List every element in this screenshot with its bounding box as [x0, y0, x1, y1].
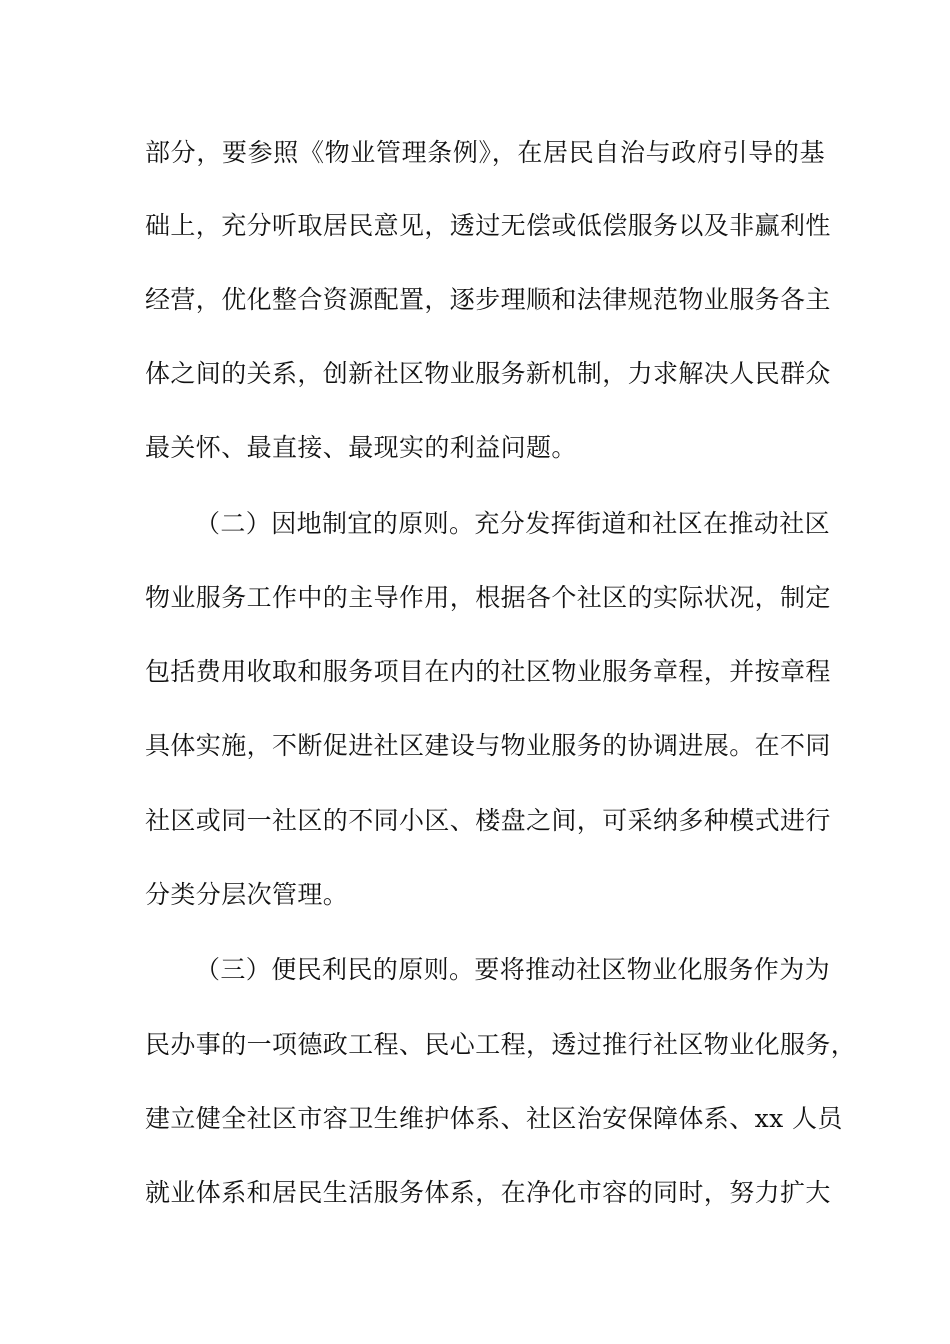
paragraph-line: 具体实施，不断促进社区建设与物业服务的协调进展。在不同 — [145, 731, 831, 760]
paragraph-line: （二）因地制宜的原则。充分发挥街道和社区在推动社区 — [195, 509, 831, 538]
paragraph-line: 社区或同一社区的不同小区、楼盘之间，可采纳多种模式进行 — [145, 806, 831, 835]
paragraph-line: 分类分层次管理。 — [145, 880, 349, 909]
paragraph-line: 础上，充分听取居民意见，透过无偿或低偿服务以及非赢利性 — [145, 211, 831, 240]
paragraph-line: （三）便民利民的原则。要将推动社区物业化服务作为为 — [195, 955, 831, 984]
paragraph-line: 经营，优化整合资源配置，逐步理顺和法律规范物业服务各主 — [145, 285, 831, 314]
paragraph-line: 物业服务工作中的主导作用，根据各个社区的实际状况，制定 — [145, 583, 831, 612]
paragraph-line: 民办事的一项德政工程、民心工程，透过推行社区物业化服务， — [145, 1030, 857, 1059]
paragraph-line: 最关怀、最直接、最现实的利益问题。 — [145, 433, 577, 462]
paragraph-line: 包括费用收取和服务项目在内的社区物业服务章程，并按章程 — [145, 657, 831, 686]
paragraph-line: 体之间的关系，创新社区物业服务新机制，力求解决人民群众 — [145, 359, 831, 388]
paragraph-line: 建立健全社区市容卫生维护体系、社区治安保障体系、xx 人员 — [145, 1104, 843, 1133]
paragraph-line: 部分，要参照《物业管理条例》，在居民自治与政府引导的基 — [145, 138, 825, 167]
paragraph-line: 就业体系和居民生活服务体系，在净化市容的同时，努力扩大 — [145, 1178, 831, 1207]
